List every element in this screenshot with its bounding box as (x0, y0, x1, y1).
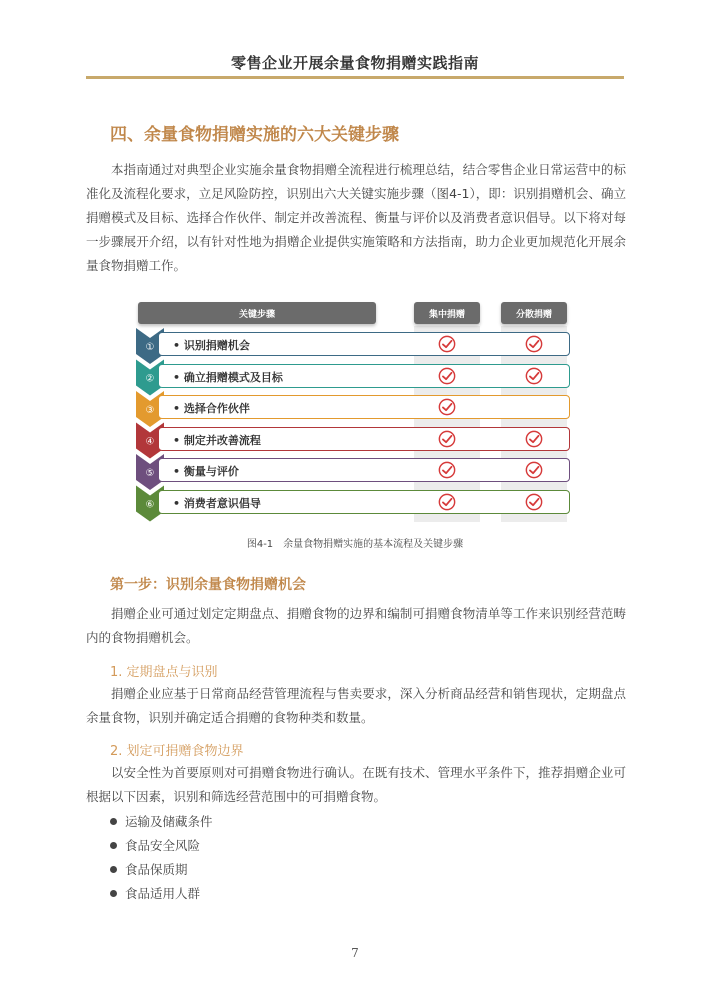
step-row (158, 395, 570, 419)
check-icon (438, 398, 456, 416)
step-row (158, 427, 570, 451)
header-distributed: 分散捐赠 (501, 302, 567, 324)
step-number: ⑤ (145, 468, 155, 479)
check-icon (525, 430, 543, 448)
bullet-dot (110, 818, 117, 825)
steps-diagram (136, 300, 576, 530)
check-icon (438, 430, 456, 448)
step-label: • 选择合作伙伴 (173, 402, 250, 415)
step-row (158, 364, 570, 388)
step-row (158, 332, 570, 356)
check-icon (525, 367, 543, 385)
check-icon (525, 493, 543, 511)
step-label: • 衡量与评价 (173, 465, 239, 478)
bullet-dot (110, 866, 117, 873)
bullet-item: 食品保质期 (110, 860, 188, 878)
check-icon (438, 461, 456, 479)
check-icon (438, 367, 456, 385)
header-key-steps: 关键步骤 (138, 302, 376, 324)
step1-paragraph: 捐赠企业可通过划定定期盘点、捐赠食物的边界和编制可捐赠食物清单等工作来识别经营范畴内的食物捐赠机会。 (86, 606, 626, 645)
check-icon (438, 335, 456, 353)
header-centralized: 集中捐赠 (414, 302, 480, 324)
header-title: 零售企业开展余量食物捐赠实践指南 (230, 54, 479, 72)
step-row (158, 458, 570, 482)
sub2-paragraph: 以安全性为首要原则对可捐赠食物进行确认。在既有技术、管理水平条件下，推荐捐赠企业可根据以下因素，识别和筛选经营范围中的可捐赠食物。 (86, 765, 626, 804)
step-label: • 识别捐赠机会 (173, 339, 250, 352)
step-row (158, 490, 570, 514)
step-label: • 消费者意识倡导 (173, 496, 261, 510)
check-icon (438, 493, 456, 511)
page-number: 7 (351, 946, 359, 960)
header-rule (86, 76, 624, 79)
step-label: • 制定并改善流程 (173, 433, 261, 447)
step-number: ③ (145, 405, 155, 416)
check-icon (525, 461, 543, 479)
sub1-heading: 1. 定期盘点与识别 (110, 665, 218, 680)
step-number: ⑥ (145, 499, 155, 511)
step1-heading: 第一步：识别余量食物捐赠机会 (110, 577, 306, 593)
step-number: ④ (145, 436, 155, 448)
step-number: ② (145, 373, 155, 385)
figure-caption: 图4-1 余量食物捐赠实施的基本流程及关键步骤 (246, 539, 464, 550)
step-number: ① (145, 342, 155, 353)
section-heading: 四、余量食物捐赠实施的六大关键步骤 (110, 125, 399, 145)
bullet-item: 食品适用人群 (110, 884, 200, 902)
check-icon (525, 335, 543, 353)
bullet-item: 食品安全风险 (110, 836, 200, 854)
sub1-paragraph: 捐赠企业应基于日常商品经营管理流程与售卖要求，深入分析商品经营和销售现状，定期盘点余量食物，识别并确定适合捐赠的食物种类和数量。 (86, 686, 626, 725)
intro-paragraph: 本指南通过对典型企业实施余量食物捐赠全流程进行梳理总结，结合零售企业日常运营中的标准化及流程化要求，立足风险防控，识别出六大关键实施步骤（图4-1），即：识别捐赠机会、确立捐赠模式及目标、选择合作伙伴、制定并改善流程、衡量与评价以及消费者意识倡导。以下将对每一步骤展开介绍，以有针对性地为捐赠企业提供实施策略和方法指南，助力企业更加规范化开展余量食物捐赠工作。 (86, 162, 626, 273)
step-label: • 确立捐赠模式及目标 (173, 370, 283, 384)
bullet-dot (110, 890, 117, 897)
sub2-heading: 2. 划定可捐赠食物边界 (110, 744, 244, 759)
bullet-item: 运输及储藏条件 (110, 812, 213, 830)
bullet-dot (110, 842, 117, 849)
